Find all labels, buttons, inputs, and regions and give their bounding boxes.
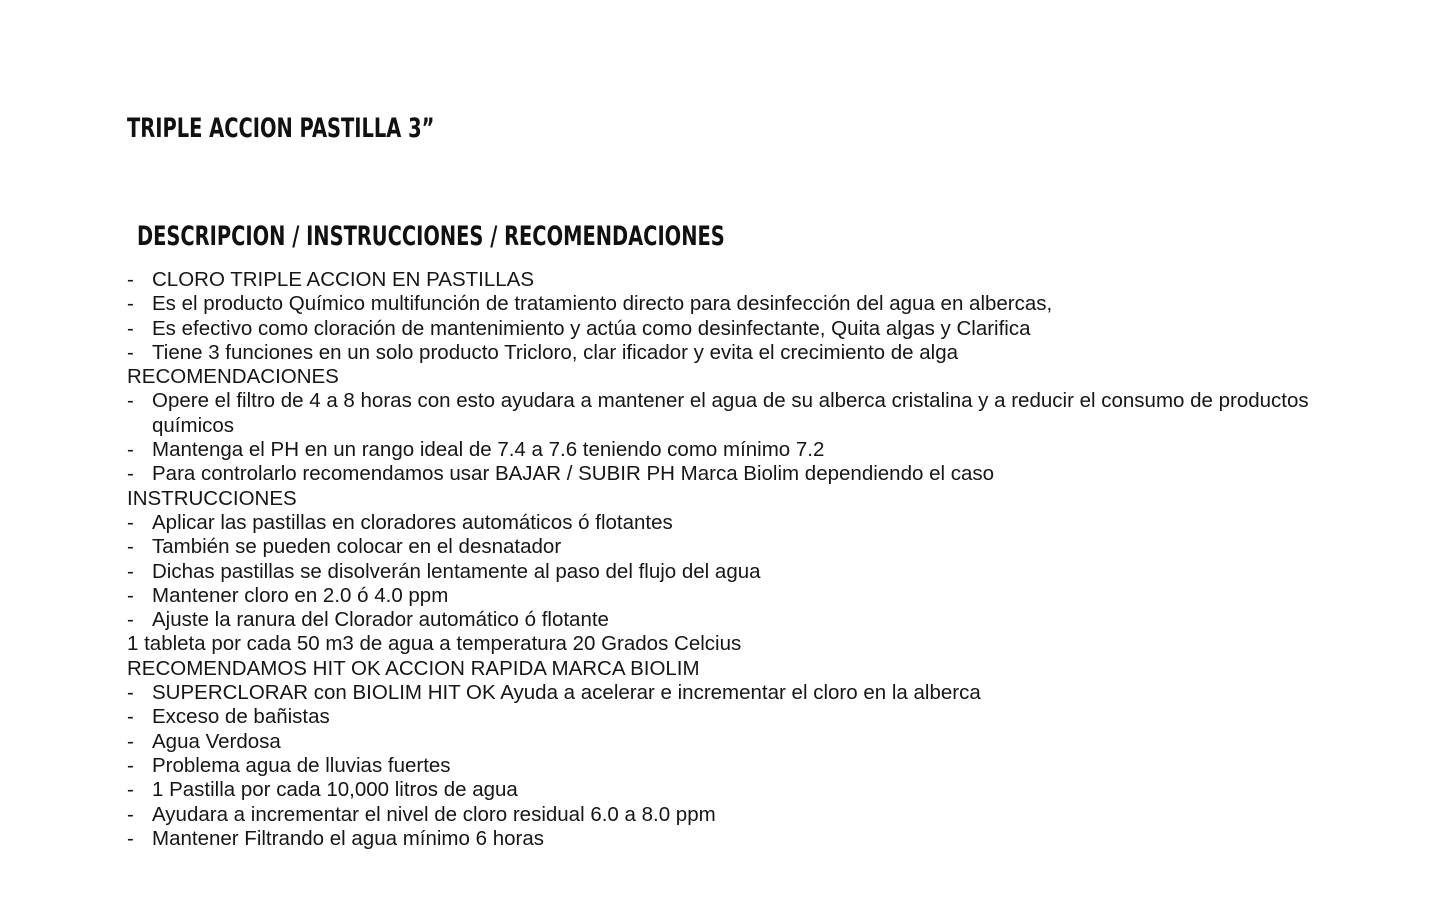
bullet-item [127, 511, 1327, 535]
bullet-item [127, 268, 1327, 292]
line-text: Es efectivo como cloración de mantenimiento y actúa como desinfectante, Quita algas y Clarifica [152, 316, 1031, 340]
line-text: SUPERCLORAR con BIOLIM HIT OK Ayuda a acelerar e incrementar el cloro en la alberca [152, 681, 981, 705]
bullet-dash: - [127, 268, 134, 291]
line-text: Mantener Filtrando el agua mínimo 6 horas [152, 826, 544, 850]
bullet-item [127, 292, 1327, 316]
line-text: Ayudara a incrementar el nivel de cloro residual 6.0 a 8.0 ppm [152, 802, 716, 826]
bullet-item [127, 705, 1327, 729]
bullet-dash: - [127, 729, 134, 753]
bullet-item [127, 462, 1327, 486]
line-text: Ajuste la ranura del Clorador automático ó flotante [152, 608, 609, 632]
text-line [127, 365, 1327, 389]
bullet-dash: - [127, 535, 134, 559]
bullet-item [127, 438, 1327, 462]
line-text: Mantener cloro en 2.0 ó 4.0 ppm [152, 583, 449, 607]
bullet-item [127, 681, 1327, 705]
bullet-dash: - [127, 705, 134, 729]
bullet-item [127, 803, 1327, 827]
line-text: Es el producto Químico multifunción de tratamiento directo para desinfección del agua en albercas, [152, 292, 1053, 316]
line-text: Opere el filtro de 4 a 8 horas con esto ayudara a mantener el agua de su alberca cristalina y a reducir el consumo de productos químicos [152, 389, 1309, 437]
line-text: Para controlarlo recomendamos usar BAJAR / SUBIR PH Marca Biolim dependiendo el caso [152, 462, 995, 486]
bullet-dash: - [127, 802, 134, 826]
line-text: RECOMENDAMOS HIT OK ACCION RAPIDA MARCA BIOLIM [127, 656, 700, 680]
line-text: Aplicar las pastillas en cloradores automáticos ó flotantes [152, 510, 673, 534]
document-body [127, 268, 1327, 851]
line-text: Dichas pastillas se disolverán lentamente al paso del flujo del agua [152, 559, 761, 583]
bullet-dash: - [127, 826, 134, 850]
bullet-item [127, 827, 1327, 851]
line-text: Agua Verdosa [152, 729, 281, 753]
bullet-item [127, 730, 1327, 754]
bullet-dash: - [127, 340, 134, 364]
text-line [127, 487, 1327, 511]
bullet-item [127, 389, 1327, 438]
line-text: CLORO TRIPLE ACCION EN PASTILLAS [152, 268, 535, 291]
bullet-dash: - [127, 681, 134, 705]
bullet-item [127, 317, 1327, 341]
bullet-item [127, 608, 1327, 632]
line-text: Tiene 3 funciones en un solo producto Tricloro, clar ificador y evita el crecimiento de alga [152, 340, 958, 364]
line-text: INSTRUCCIONES [127, 486, 297, 510]
bullet-dash: - [127, 510, 134, 534]
line-text: Exceso de bañistas [152, 705, 330, 729]
bullet-item [127, 584, 1327, 608]
text-line [127, 657, 1327, 681]
bullet-item [127, 535, 1327, 559]
line-text: Problema agua de lluvias fuertes [152, 753, 451, 777]
bullet-item [127, 778, 1327, 802]
bullet-dash: - [127, 292, 134, 316]
line-text: 1 Pastilla por cada 10,000 litros de agua [152, 778, 518, 802]
bullet-dash: - [127, 753, 134, 777]
bullet-item [127, 341, 1327, 365]
bullet-dash: - [127, 608, 134, 632]
line-text: 1 tableta por cada 50 m3 de agua a temperatura 20 Grados Celcius [127, 632, 742, 656]
bullet-dash: - [127, 389, 134, 413]
product-title: TRIPLE ACCION PASTILLA 3” [127, 113, 435, 144]
line-text: RECOMENDACIONES [127, 365, 339, 389]
bullet-dash: - [127, 583, 134, 607]
text-line [127, 632, 1327, 656]
bullet-dash: - [127, 778, 134, 802]
bullet-dash: - [127, 316, 134, 340]
bullet-dash: - [127, 438, 134, 462]
line-text: También se pueden colocar en el desnatador [152, 535, 562, 559]
bullet-item [127, 560, 1327, 584]
bullet-dash: - [127, 559, 134, 583]
section-heading: DESCRIPCION / INSTRUCCIONES / RECOMENDACIONES [137, 221, 725, 252]
bullet-item [127, 754, 1327, 778]
bullet-dash: - [127, 462, 134, 486]
line-text: Mantenga el PH en un rango ideal de 7.4 a 7.6 teniendo como mínimo 7.2 [152, 438, 825, 462]
